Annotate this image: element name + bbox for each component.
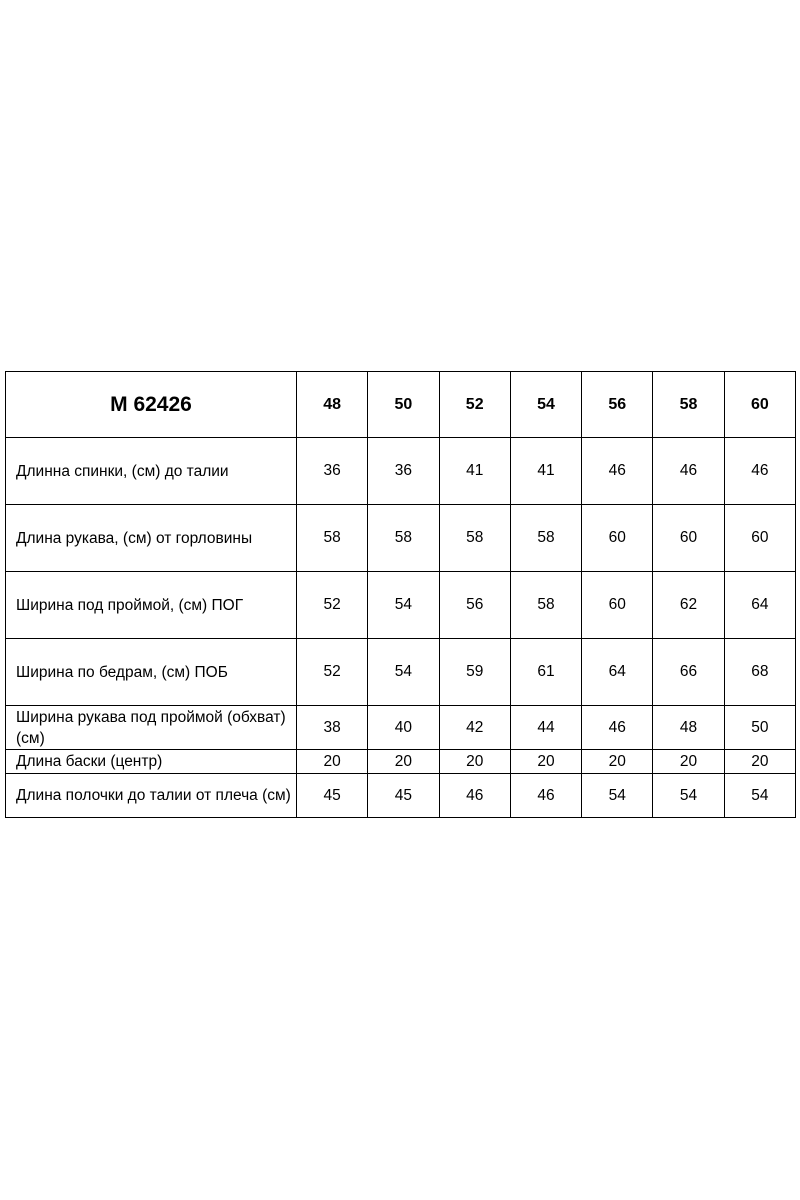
row-label: Длина полочки до талии от плеча (см) (6, 774, 297, 818)
row-label: Длина рукава, (см) от горловины (6, 505, 297, 572)
size-header-60: 60 (724, 372, 795, 438)
table-cell: 40 (368, 706, 439, 750)
table-cell: 68 (724, 639, 795, 706)
table-row (6, 774, 796, 818)
table-cell: 20 (297, 750, 368, 774)
table-cell: 54 (368, 639, 439, 706)
table-cell: 60 (582, 572, 653, 639)
table-cell: 20 (724, 750, 795, 774)
table-cell: 52 (297, 639, 368, 706)
table-cell: 45 (297, 774, 368, 818)
table-cell: 54 (368, 572, 439, 639)
table-cell: 54 (724, 774, 795, 818)
table-cell: 60 (653, 505, 724, 572)
table-cell: 41 (439, 438, 510, 505)
table-cell: 20 (653, 750, 724, 774)
table-cell: 59 (439, 639, 510, 706)
table-cell: 46 (653, 438, 724, 505)
table-cell: 58 (297, 505, 368, 572)
size-header-48: 48 (297, 372, 368, 438)
row-label: Ширина рукава под проймой (обхват) (см) (6, 706, 297, 750)
table-cell: 20 (582, 750, 653, 774)
table-row (6, 706, 796, 750)
table-cell: 58 (510, 505, 581, 572)
size-header-50: 50 (368, 372, 439, 438)
row-label: Ширина по бедрам, (см) ПОБ (6, 639, 297, 706)
table-cell: 36 (297, 438, 368, 505)
table-cell: 48 (653, 706, 724, 750)
size-header-56: 56 (582, 372, 653, 438)
table-cell: 66 (653, 639, 724, 706)
table-cell: 46 (439, 774, 510, 818)
table-cell: 46 (582, 438, 653, 505)
table-cell: 64 (582, 639, 653, 706)
table-cell: 46 (582, 706, 653, 750)
table-row (6, 438, 796, 505)
table-cell: 41 (510, 438, 581, 505)
row-label: Ширина под проймой, (см) ПОГ (6, 572, 297, 639)
size-header-52: 52 (439, 372, 510, 438)
table-row (6, 572, 796, 639)
table-row (6, 505, 796, 572)
table-cell: 36 (368, 438, 439, 505)
table-cell: 60 (724, 505, 795, 572)
size-header-58: 58 (653, 372, 724, 438)
table-cell: 20 (439, 750, 510, 774)
table-cell: 42 (439, 706, 510, 750)
table-cell: 62 (653, 572, 724, 639)
table-cell: 52 (297, 572, 368, 639)
table-cell: 46 (724, 438, 795, 505)
row-label: Длинна спинки, (см) до талии (6, 438, 297, 505)
size-header-54: 54 (510, 372, 581, 438)
size-chart-table (5, 371, 796, 818)
table-cell: 54 (653, 774, 724, 818)
table-header-row (6, 372, 796, 438)
table-cell: 64 (724, 572, 795, 639)
row-label: Длина баски (центр) (6, 750, 297, 774)
table-row (6, 639, 796, 706)
table-cell: 50 (724, 706, 795, 750)
table-cell: 60 (582, 505, 653, 572)
table-cell: 20 (510, 750, 581, 774)
model-number: M 62426 (6, 372, 297, 438)
table-row (6, 750, 796, 774)
table-cell: 54 (582, 774, 653, 818)
table-cell: 20 (368, 750, 439, 774)
table-cell: 46 (510, 774, 581, 818)
table-cell: 61 (510, 639, 581, 706)
table-cell: 44 (510, 706, 581, 750)
table-cell: 58 (368, 505, 439, 572)
table-cell: 58 (439, 505, 510, 572)
table-cell: 56 (439, 572, 510, 639)
table-cell: 58 (510, 572, 581, 639)
table-cell: 38 (297, 706, 368, 750)
table-cell: 45 (368, 774, 439, 818)
